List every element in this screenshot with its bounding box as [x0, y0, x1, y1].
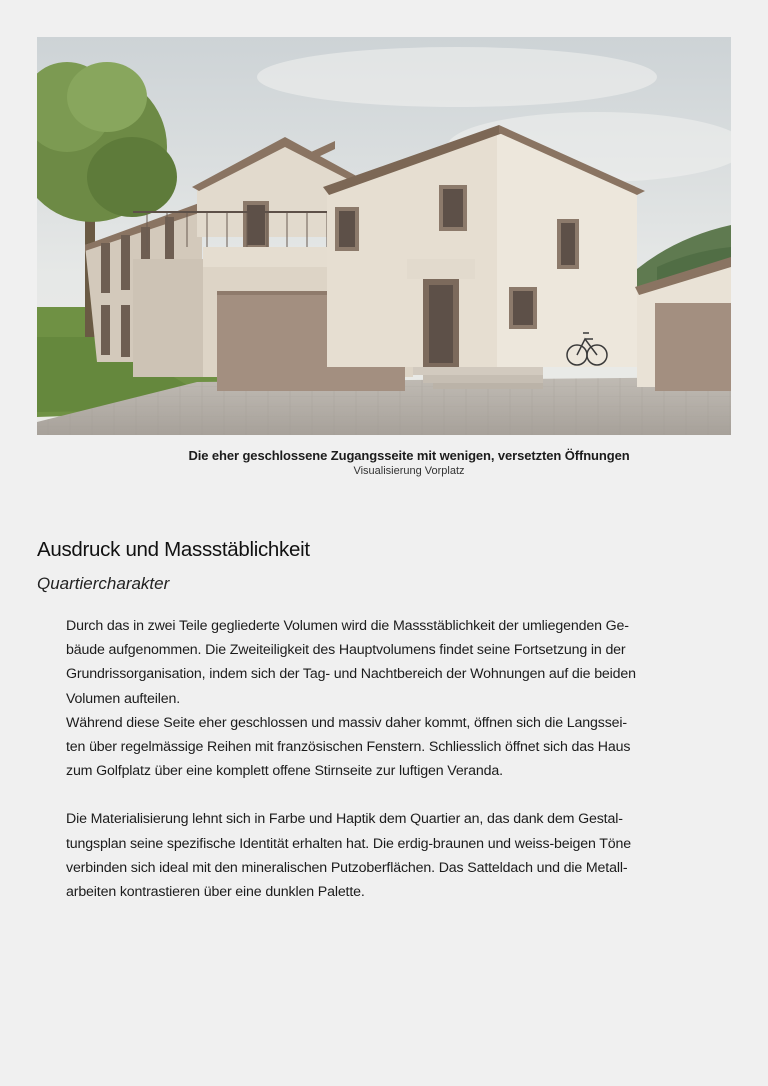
text-line: arbeiten kontrastieren über eine dunklen Palette. [66, 884, 365, 901]
section-subheading: Quartiercharakter [37, 574, 170, 593]
paragraph-1 [66, 614, 698, 711]
paragraph-gap [66, 783, 698, 807]
text-line: Durch das in zwei Teile gegliederte Volumen wird die Massstäblichkeit der umliegenden Ge- [66, 618, 629, 634]
text-line: Grundrissorganisation, indem sich der Tag- und Nachtbereich der Wohnungen auf die beiden [66, 666, 636, 683]
paragraph-3 [66, 807, 698, 904]
text-line: verbinden sich ideal mit den mineralischen Putzoberflächen. Das Satteldach und die Metall- [66, 859, 628, 876]
section-heading: Ausdruck und Massstäblichkeit [37, 538, 310, 561]
figure-caption [37, 448, 768, 478]
body-text [66, 614, 698, 904]
text-line: Während diese Seite eher geschlossen und massiv daher kommt, öffnen sich die Langssei- [66, 714, 627, 731]
text-line: bäude aufgenommen. Die Zweiteiligkeit des Hauptvolumens findet seine Fortsetzung in der [66, 642, 626, 659]
text-line: tungsplan seine spezifische Identität erhalten hat. Die erdig-braunen und weiss-beigen Töne [66, 835, 631, 852]
house-visualization [37, 37, 731, 435]
caption-subtitle: Visualisierung Vorplatz [353, 465, 465, 477]
text-line: ten über regelmässige Reihen mit französischen Fenstern. Schliesslich öffnet sich das Haus [66, 739, 631, 756]
text-line: Volumen aufteilen. [66, 690, 181, 707]
caption-title: Die eher geschlossene Zugangsseite mit wenigen, versetzten Öffnungen [188, 448, 630, 463]
text-line: Die Materialisierung lehnt sich in Farbe und Haptik dem Quartier an, das dank dem Gestal- [66, 811, 623, 828]
text-line: zum Golfplatz über eine komplett offene Stirnseite zur luftigen Veranda. [66, 763, 503, 780]
paragraph-2 [66, 711, 698, 784]
